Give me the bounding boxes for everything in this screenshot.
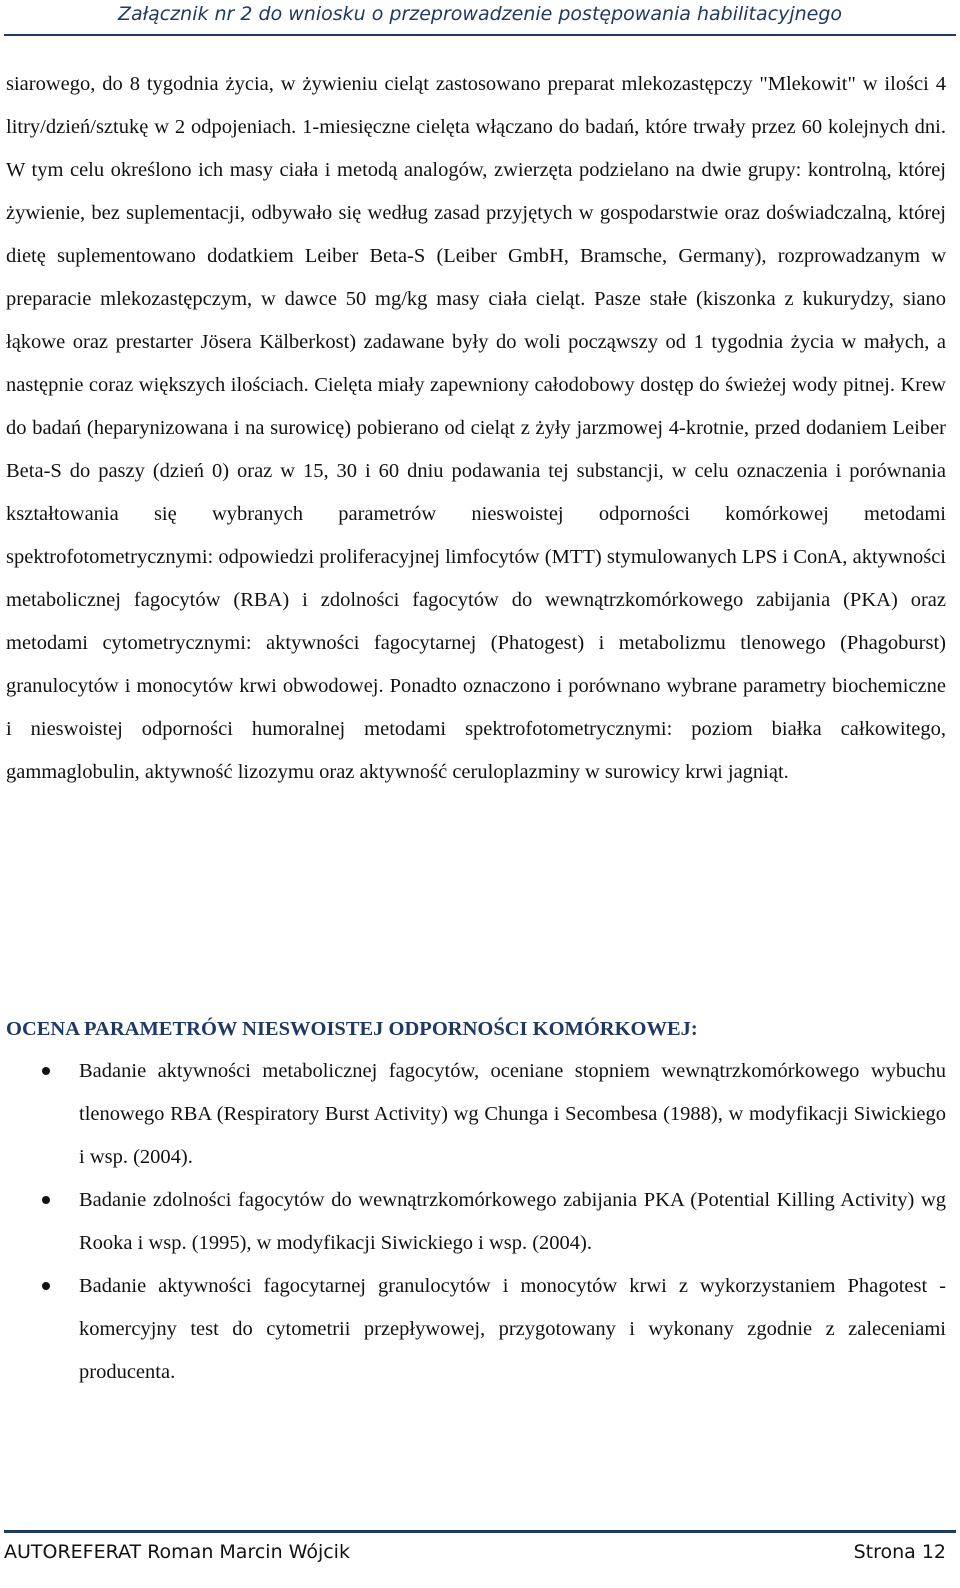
bullet-icon — [42, 1196, 50, 1204]
bullet-icon — [42, 1067, 50, 1075]
list-item — [0, 1050, 946, 1179]
footer-author: AUTOREFERAT Roman Marcin Wójcik — [4, 1541, 350, 1563]
bullet-icon — [42, 1282, 50, 1290]
body-paragraph: siarowego, do 8 tygodnia życia, w żywieniu cieląt zastosowano preparat mlekozastępczy "Mlekowit" w ilości 4 litry/dzień/sztukę w 2 odpojeniach. 1-miesięczne cielęta włączano do badań, które trwały przez 60 kolejnych dni. W tym celu określono ich masy ciała i metodą analogów, zwierzęta podzielano na dwie grupy: kontrolną, której żywienie, bez suplementacji, odbywało się według zasad przyjętych w gospodarstwie oraz doświadczalną, której dietę suplementowano dodatkiem Leiber Beta-S (Leiber GmbH, Bramsche, Germany), rozprowadzanym w preparacie mlekozastępczym, w dawce 50 mg/kg masy ciała cieląt. Pasze stałe (kiszonka z kukurydzy, siano łąkowe oraz prestarter Jösera Kälberkost) zadawane były do woli począwszy od 1 tygodnia życia w małych, a następnie coraz większych ilościach. Cielęta miały zapewniony całodobowy dostęp do świeżej wody pitnej. Krew do badań (heparynizowana i na surowicę) pobierano od cieląt z żyły jarzmowej 4-krotnie, przed dodaniem Leiber Beta-S do paszy (dzień 0) oraz w 15, 30 i 60 dniu podawania tej substancji, w celu oznaczenia i porównania kształtowania się wybranych parametrów nieswoistej odporności komórkowej metodami spektrofotometrycznymi: odpowiedzi proliferacyjnej limfocytów (MTT) stymulowanych LPS i ConA, aktywności metabolicznej fagocytów (RBA) i zdolności fagocytów do wewnątrzkomórkowego zabijania (PKA) oraz metodami cytometrycznymi: aktywności fagocytarnej (Phatogest) i metabolizmu tlenowego (Phagoburst) granulocytów i monocytów krwi obwodowej. Ponadto oznaczono i porównano wybrane parametry biochemiczne i nieswoistej odporności humoralnej metodami spektrofotometrycznymi: poziom białka całkowitego, gammaglobulin, aktywność lizozymu oraz aktywność ceruloplazminy w surowicy krwi jagniąt. — [6, 73, 946, 783]
list-item-text: Badanie aktywności metabolicznej fagocytów, oceniane stopniem wewnątrzkomórkowego wybuchu tlenowego RBA (Respiratory Burst Activity) wg Chunga i Secombesa (1988), w modyfikacji Siwickiego i wsp. (2004). — [79, 1060, 946, 1168]
footer-divider — [4, 1530, 956, 1533]
list-item — [0, 1179, 946, 1265]
list-item — [0, 1265, 946, 1394]
page-header: Załącznik nr 2 do wniosku o przeprowadzenie postępowania habilitacyjnego — [117, 3, 843, 25]
header-divider — [4, 34, 956, 36]
page-number: Strona 12 — [853, 1541, 946, 1563]
list-item-text: Badanie zdolności fagocytów do wewnątrzkomórkowego zabijania PKA (Potential Killing Activity) wg Rooka i wsp. (1995), w modyfikacji Siwickiego i wsp. (2004). — [79, 1189, 946, 1254]
methods-list — [0, 1050, 946, 1394]
list-item-text: Badanie aktywności fagocytarnej granulocytów i monocytów krwi z wykorzystaniem Phagotest - komercyjny test do cytometrii przepływowej, przygotowany i wykonany zgodnie z zaleceniami producenta. — [79, 1275, 946, 1383]
section-heading: OCENA PARAMETRÓW NIESWOISTEJ ODPORNOŚCI KOMÓRKOWEJ: — [6, 1018, 698, 1040]
